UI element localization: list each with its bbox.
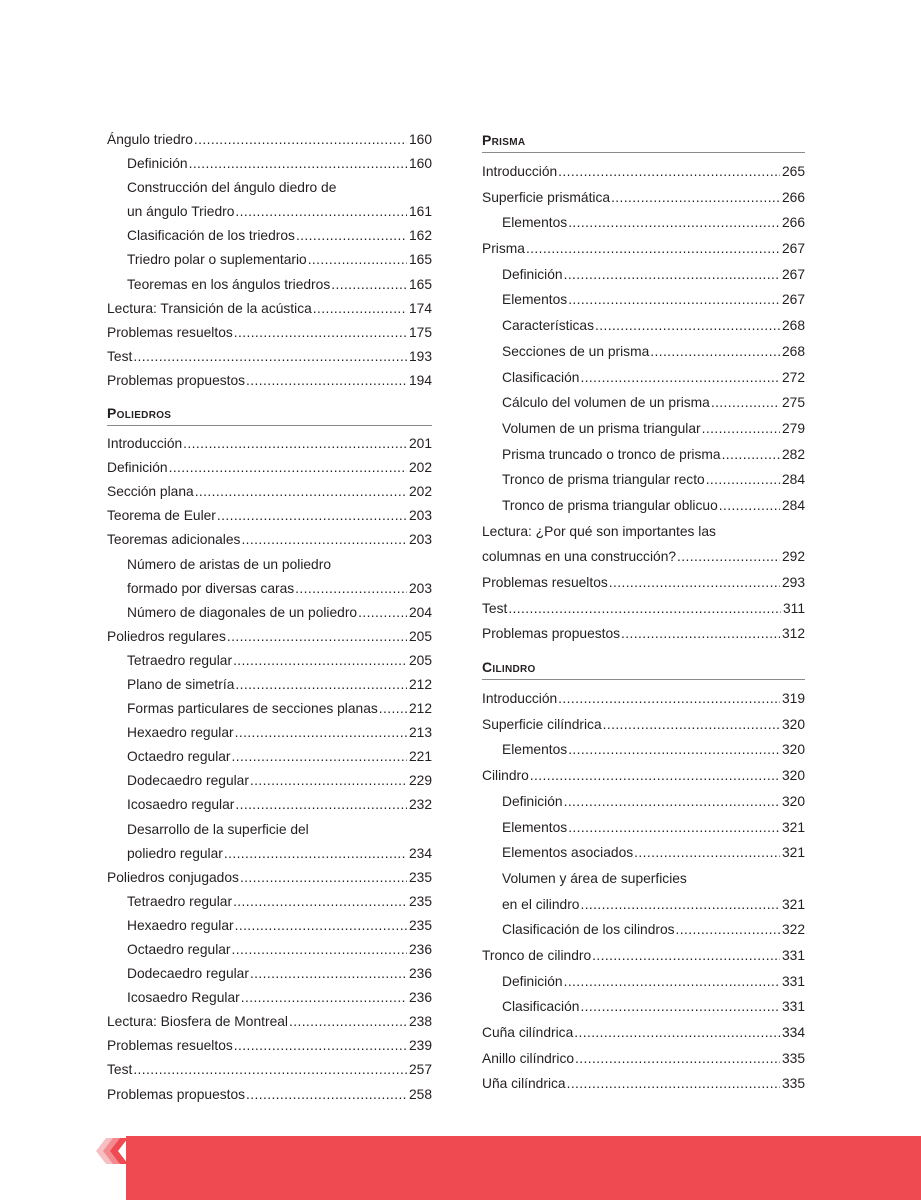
dot-leader — [233, 649, 407, 673]
toc-entry-title: Tetraedro regular — [127, 893, 233, 909]
toc-entry-title: poliedro regular — [127, 845, 223, 861]
dot-leader — [195, 480, 407, 504]
toc-entry — [107, 528, 432, 552]
toc-entry — [482, 789, 805, 815]
dot-leader — [611, 185, 780, 211]
toc-entry-page: 239 — [408, 1038, 432, 1054]
toc-entry-title: Problemas propuestos — [107, 1086, 246, 1102]
toc-entry — [482, 994, 805, 1020]
toc-entry — [482, 365, 805, 391]
toc-entry — [482, 1071, 805, 1097]
toc-entry — [482, 866, 805, 892]
toc-entry-page: 232 — [408, 797, 432, 813]
toc-entry-page: 162 — [408, 228, 432, 244]
dot-leader — [634, 840, 780, 866]
toc-entry-title: Formas particulares de secciones planas — [127, 701, 378, 717]
toc-entry — [482, 467, 805, 493]
toc-entry — [107, 962, 432, 986]
toc-entry-title: Test — [482, 600, 508, 616]
dot-leader — [235, 200, 407, 224]
dot-leader — [609, 570, 780, 596]
dot-leader — [241, 986, 407, 1010]
toc-entry — [482, 917, 805, 943]
toc-entry-page: 312 — [781, 626, 805, 642]
toc-entry-title: Elementos — [502, 215, 568, 231]
toc-entry — [482, 390, 805, 416]
dot-leader — [133, 345, 407, 369]
toc-entry-page: 267 — [781, 241, 805, 257]
toc-entry — [107, 432, 432, 456]
toc-entry-page: 203 — [408, 580, 432, 596]
toc-entry — [107, 745, 432, 769]
toc-entry-page: 229 — [408, 773, 432, 789]
toc-entry-page: 194 — [408, 372, 432, 388]
dot-leader — [526, 236, 780, 262]
dot-leader — [308, 248, 407, 272]
dot-leader — [234, 321, 407, 345]
toc-entry-page: 311 — [783, 600, 805, 616]
toc-entry — [107, 842, 432, 866]
toc-entry-page: 293 — [781, 575, 805, 590]
toc-entry-title: Cuña cilíndrica — [482, 1025, 574, 1040]
toc-entry-title: Sección plana — [107, 484, 194, 500]
toc-entry-title: Prisma — [482, 241, 525, 257]
toc-entry-page: 320 — [781, 742, 805, 758]
toc-left-column — [107, 128, 432, 1107]
toc-entry-title: Lectura: Biosfera de Montreal — [107, 1014, 288, 1030]
toc-entry-title: Definición — [127, 156, 188, 172]
toc-entry-page: 321 — [781, 845, 805, 861]
dot-leader — [235, 721, 407, 745]
toc-entry — [107, 769, 432, 793]
toc-entry-page: 165 — [408, 276, 432, 292]
toc-entry-page: 335 — [781, 1050, 805, 1066]
toc-entry-title: Problemas resueltos — [107, 324, 233, 340]
toc-entry — [482, 943, 805, 969]
toc-entry-page: 331 — [781, 947, 805, 963]
toc-entry — [107, 673, 432, 697]
dot-leader — [719, 493, 780, 519]
toc-entry — [107, 480, 432, 504]
toc-entry-page: 266 — [781, 215, 805, 231]
toc-entry-title: Cálculo del volumen de un prisma — [502, 395, 710, 411]
dot-leader — [313, 297, 407, 321]
toc-entry — [482, 1020, 805, 1046]
toc-entry-page: 272 — [781, 369, 805, 385]
toc-entry-page: 202 — [408, 460, 432, 476]
toc-entry — [107, 273, 432, 297]
toc-entry-title: Características — [502, 318, 595, 334]
toc-entry-title: Definición — [107, 460, 168, 476]
toc-entry-title: Prisma truncado o tronco de prisma — [502, 446, 721, 462]
dot-leader — [530, 763, 780, 789]
toc-entry — [107, 1083, 432, 1107]
toc-entry-title: Clasificación de los cilindros — [502, 922, 675, 938]
toc-entry-title: Test — [107, 1062, 133, 1078]
toc-entry — [107, 297, 432, 321]
toc-entry — [482, 712, 805, 738]
toc-entry-page: 282 — [781, 446, 805, 462]
toc-entry — [107, 248, 432, 272]
toc-entry — [482, 1046, 805, 1072]
toc-entry — [107, 504, 432, 528]
dot-leader — [650, 339, 780, 365]
toc-entry-title: Teoremas en los ángulos triedros — [127, 276, 331, 292]
toc-entry-title: Teorema de Euler — [107, 508, 216, 524]
toc-entry — [482, 686, 805, 712]
toc-entry-title: Volumen de un prisma triangular — [502, 420, 701, 436]
toc-entry — [482, 159, 805, 185]
dot-leader — [711, 390, 780, 416]
toc-entry-title: Introducción — [482, 691, 558, 707]
dot-leader — [574, 1020, 780, 1046]
toc-entry-title: Tronco de prisma triangular recto — [502, 472, 705, 488]
toc-entry-title: Hexaedro regular — [127, 917, 234, 933]
toc-entry — [107, 224, 432, 248]
toc-entry-page: 258 — [408, 1086, 432, 1102]
toc-entry-title: Número de diagonales de un poliedro — [127, 604, 358, 620]
toc-entry — [107, 1034, 432, 1058]
toc-entry-title: Construcción del ángulo diedro de — [127, 180, 337, 196]
dot-leader — [564, 262, 780, 288]
dot-leader — [227, 625, 407, 649]
toc-entry-page: 238 — [408, 1014, 432, 1030]
toc-entry — [482, 596, 805, 622]
toc-entry-title: Problemas resueltos — [107, 1038, 233, 1054]
dot-leader — [250, 769, 407, 793]
toc-entry-page: 236 — [408, 966, 432, 982]
toc-entry-page: 284 — [781, 472, 805, 488]
toc-entry-page: 331 — [781, 999, 805, 1015]
toc-entry — [107, 649, 432, 673]
toc-entry-title: Elementos asociados — [502, 845, 634, 861]
toc-entry-page: 335 — [781, 1076, 805, 1092]
dot-leader — [558, 686, 780, 712]
toc-entry-title: Teoremas adicionales — [107, 532, 241, 548]
dot-leader — [580, 892, 780, 918]
dot-leader — [568, 287, 780, 313]
dot-leader — [379, 697, 407, 721]
toc-entry-page: 268 — [781, 343, 805, 359]
toc-entry — [107, 152, 432, 176]
toc-entry — [107, 890, 432, 914]
toc-entry — [482, 621, 805, 647]
toc-entry-page: 165 — [408, 252, 432, 268]
toc-entry-page: 205 — [408, 652, 432, 668]
toc-entry — [482, 442, 805, 468]
dot-leader — [358, 601, 407, 625]
toc-right-column — [482, 130, 805, 1097]
dot-leader — [224, 842, 407, 866]
toc-entry-page: 320 — [781, 793, 805, 809]
dot-leader — [189, 152, 407, 176]
toc-entry — [482, 737, 805, 763]
toc-entry-title: Problemas propuestos — [107, 372, 246, 388]
dot-leader — [676, 917, 780, 943]
toc-entry — [107, 553, 432, 577]
toc-entry-title: Cilindro — [482, 768, 529, 784]
toc-entry-page: 334 — [781, 1025, 805, 1040]
dot-leader — [235, 673, 407, 697]
toc-entry-title: Elementos — [502, 819, 568, 835]
toc-entry-title: Octaedro regular — [127, 942, 231, 957]
toc-entry-title: Clasificación — [502, 999, 580, 1015]
dot-leader — [232, 745, 407, 769]
dot-leader — [240, 866, 407, 890]
dot-leader — [568, 210, 780, 236]
section-title-poliedros: Poliedros — [107, 403, 432, 426]
toc-entry — [107, 200, 432, 224]
toc-entry-page: 236 — [408, 942, 432, 957]
section-title-prisma: Prisma — [482, 130, 805, 153]
toc-entry-page: 205 — [408, 628, 432, 644]
toc-entry-page: 266 — [781, 189, 805, 205]
dot-leader — [677, 544, 780, 570]
toc-entry-page: 275 — [781, 395, 805, 411]
toc-entry — [482, 969, 805, 995]
toc-entry — [482, 570, 805, 596]
toc-entry-title: Elementos — [502, 742, 568, 758]
toc-entry — [482, 185, 805, 211]
toc-entry-title: en el cilindro — [502, 896, 580, 912]
toc-entry — [107, 818, 432, 842]
toc-entry — [107, 456, 432, 480]
dot-leader — [194, 128, 407, 152]
toc-block-poliedros — [107, 432, 432, 1107]
toc-entry-page: 321 — [781, 896, 805, 912]
toc-entry — [107, 721, 432, 745]
toc-entry — [482, 493, 805, 519]
toc-entry — [482, 416, 805, 442]
toc-entry — [107, 176, 432, 200]
toc-entry — [482, 287, 805, 313]
dot-leader — [592, 943, 780, 969]
toc-entry-page: 321 — [781, 819, 805, 835]
toc-block-prisma — [482, 159, 805, 647]
dot-leader — [331, 273, 407, 297]
toc-entry-page: 202 — [408, 484, 432, 500]
toc-entry-title: Clasificación — [502, 369, 580, 385]
toc-entry-page: 331 — [781, 973, 805, 989]
section-title-cilindro: Cilindro — [482, 657, 805, 680]
toc-entry-title: Clasificación de los triedros — [127, 228, 295, 244]
toc-block-triedro — [107, 128, 432, 393]
toc-entry-title: Secciones de un prisma — [502, 343, 650, 359]
toc-entry-title: Dodecaedro regular — [127, 773, 249, 789]
toc-entry-page: 213 — [408, 725, 432, 741]
dot-leader — [241, 528, 407, 552]
toc-entry-title: Definición — [502, 266, 563, 282]
toc-entry-title: Ángulo triedro — [107, 132, 193, 147]
toc-entry-title: Volumen y área de superficies — [502, 870, 687, 886]
dot-leader — [575, 1046, 780, 1072]
toc-entry-page: 235 — [408, 869, 432, 885]
toc-entry-page: 322 — [781, 922, 805, 938]
toc-entry-title: Tronco de cilindro — [482, 947, 592, 963]
toc-entry-title: Triedro polar o suplementario — [127, 252, 307, 268]
toc-entry — [482, 519, 805, 545]
toc-entry-page: 174 — [408, 300, 432, 316]
toc-entry-page: 267 — [781, 266, 805, 282]
toc-entry-title: Definición — [502, 973, 563, 989]
toc-entry-title: Plano de simetría — [127, 676, 235, 692]
toc-entry — [107, 369, 432, 393]
toc-entry-page: 221 — [408, 749, 432, 765]
toc-entry-title: Anillo cilíndrico — [482, 1050, 575, 1066]
toc-entry-page: 319 — [781, 691, 805, 707]
dot-leader — [568, 815, 780, 841]
toc-entry — [107, 128, 432, 152]
toc-entry — [482, 544, 805, 570]
toc-entry — [107, 625, 432, 649]
toc-entry — [107, 321, 432, 345]
toc-entry-title: Superficie cilíndrica — [482, 716, 602, 732]
toc-entry — [107, 914, 432, 938]
toc-entry-title: Problemas resueltos — [482, 575, 608, 590]
toc-entry-title: formado por diversas caras — [127, 580, 295, 596]
toc-entry — [107, 986, 432, 1010]
toc-entry-page: 203 — [408, 532, 432, 548]
footer-bar — [126, 1136, 921, 1200]
toc-entry-title: Definición — [502, 793, 563, 809]
dot-leader — [235, 793, 407, 817]
toc-entry-page: 265 — [781, 164, 805, 179]
dot-leader — [235, 914, 407, 938]
toc-entry — [107, 345, 432, 369]
toc-entry-title: Test — [107, 348, 133, 364]
toc-entry-page: 212 — [408, 701, 432, 717]
toc-entry-title: un ángulo Triedro — [127, 204, 235, 220]
toc-entry — [107, 938, 432, 962]
toc-entry-page: 235 — [408, 917, 432, 933]
toc-entry-page: 212 — [408, 676, 432, 692]
toc-entry-page: 257 — [408, 1062, 432, 1078]
dot-leader — [580, 994, 780, 1020]
toc-entry — [482, 210, 805, 236]
toc-entry-title: Superficie prismática — [482, 189, 611, 205]
dot-leader — [603, 712, 780, 738]
dot-leader — [702, 416, 780, 442]
dot-leader — [246, 1083, 407, 1107]
toc-entry-page: 160 — [408, 156, 432, 172]
toc-entry-page: 160 — [408, 132, 432, 147]
dot-leader — [508, 596, 781, 622]
dot-leader — [621, 621, 780, 647]
toc-entry-page: 235 — [408, 893, 432, 909]
toc-entry-page: 236 — [408, 990, 432, 1006]
toc-entry-title: Uña cilíndrica — [482, 1076, 566, 1092]
toc-entry-title: Número de aristas de un poliedro — [127, 556, 332, 572]
dot-leader — [232, 938, 407, 962]
toc-entry — [482, 892, 805, 918]
toc-entry-page: 279 — [781, 420, 805, 436]
triple-chevron-left-icon — [92, 1138, 128, 1164]
dot-leader — [706, 467, 780, 493]
dot-leader — [295, 577, 407, 601]
toc-entry-title: Tronco de prisma triangular oblicuo — [502, 497, 718, 513]
dot-leader — [246, 369, 407, 393]
dot-leader — [217, 504, 407, 528]
toc-entry-title: Lectura: Transición de la acústica — [107, 300, 312, 316]
toc-entry-page: 175 — [408, 324, 432, 340]
toc-entry-title: Octaedro regular — [127, 749, 231, 765]
toc-entry-title: Dodecaedro regular — [127, 966, 249, 982]
toc-entry — [107, 1010, 432, 1034]
dot-leader — [568, 737, 780, 763]
toc-entry-title: Icosaedro regular — [127, 797, 235, 813]
toc-entry — [107, 793, 432, 817]
toc-entry-title: Icosaedro Regular — [127, 990, 240, 1006]
toc-entry-page: 201 — [408, 436, 432, 452]
dot-leader — [564, 969, 780, 995]
dot-leader — [567, 1071, 780, 1097]
toc-entry — [482, 313, 805, 339]
toc-entry — [107, 601, 432, 625]
toc-entry-page: 292 — [781, 549, 805, 565]
dot-leader — [234, 1034, 407, 1058]
toc-entry-page: 267 — [781, 292, 805, 308]
dot-leader — [183, 432, 407, 456]
toc-entry — [482, 840, 805, 866]
toc-entry-page: 203 — [408, 508, 432, 524]
toc-block-cilindro — [482, 686, 805, 1097]
dot-leader — [564, 789, 780, 815]
dot-leader — [250, 962, 407, 986]
toc-entry-page: 234 — [408, 845, 432, 861]
toc-entry-page: 284 — [781, 497, 805, 513]
dot-leader — [558, 159, 780, 185]
dot-leader — [296, 224, 407, 248]
toc-entry — [107, 697, 432, 721]
dot-leader — [133, 1058, 407, 1082]
toc-entry-page: 320 — [781, 768, 805, 784]
toc-entry-title: Hexaedro regular — [127, 725, 234, 741]
toc-entry — [482, 763, 805, 789]
toc-entry-title: Problemas propuestos — [482, 626, 621, 642]
toc-entry-page: 320 — [781, 716, 805, 732]
toc-entry-title: Introducción — [107, 436, 183, 452]
toc-entry-title: columnas en una construcción? — [482, 549, 677, 565]
toc-entry-page: 268 — [781, 318, 805, 334]
toc-entry — [107, 866, 432, 890]
toc-entry-title: Elementos — [502, 292, 568, 308]
dot-leader — [169, 456, 407, 480]
toc-entry-title: Desarrollo de la superficie del — [127, 821, 309, 837]
dot-leader — [580, 365, 780, 391]
toc-entry-page: 204 — [408, 604, 432, 620]
toc-entry-title: Lectura: ¿Por qué son importantes las — [482, 523, 716, 539]
toc-entry — [482, 262, 805, 288]
toc-entry — [482, 236, 805, 262]
toc-entry-page: 193 — [408, 348, 432, 364]
toc-entry-page: 161 — [408, 204, 432, 220]
toc-entry-title: Poliedros regulares — [107, 628, 226, 644]
toc-entry-title: Introducción — [482, 164, 558, 179]
toc-entry-title: Poliedros conjugados — [107, 869, 239, 885]
toc-entry — [482, 339, 805, 365]
toc-entry — [482, 815, 805, 841]
toc-entry — [107, 577, 432, 601]
dot-leader — [233, 890, 407, 914]
dot-leader — [289, 1010, 407, 1034]
toc-entry — [107, 1058, 432, 1082]
toc-entry-title: Tetraedro regular — [127, 652, 233, 668]
dot-leader — [595, 313, 780, 339]
dot-leader — [722, 442, 780, 468]
